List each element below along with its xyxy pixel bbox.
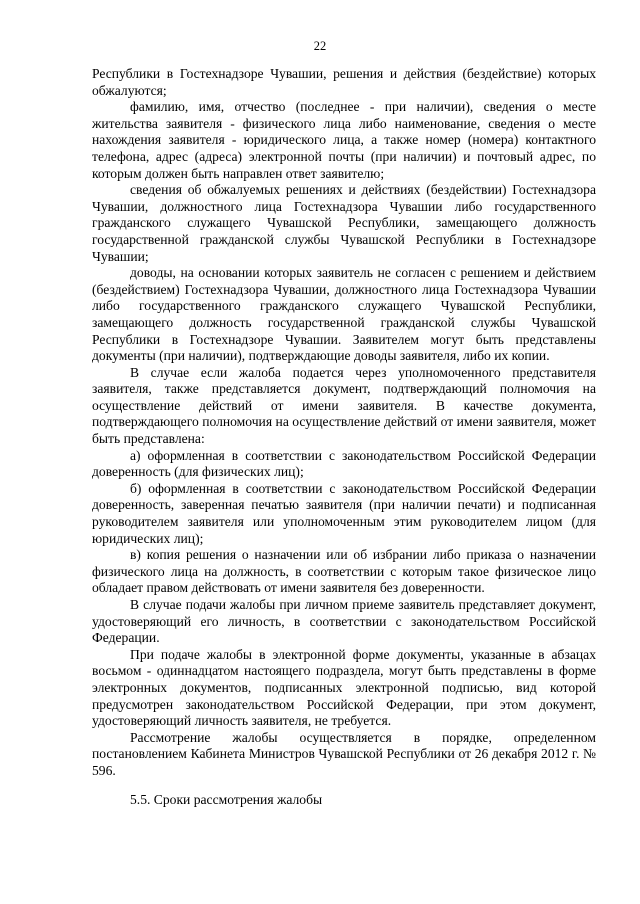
page-number: 22 — [313, 39, 327, 53]
paragraph-item-a: а) оформленная в соответствии с законодательством Российской Федерации доверенность (для физических лиц); — [92, 447, 596, 480]
paragraph-item-c: в) копия решения о назначении или об избрании либо приказа о назначении физического лица на должность, в соответствии с которым такое физическое лицо обладает правом действовать от имени заявителя без доверенности. — [92, 547, 596, 596]
paragraph-arguments: доводы, на основании которых заявитель не согласен с решением и действием (бездействием) Гостехнадзора Чувашии, должностного лица Гостехнадзора Чувашии либо государственного гражданского служащего Чувашской Республики, замещающего должность государственной гражданской службы Чувашской Республики в Гостехнадзоре Чувашии. Заявителем могут быть представлены документы (при наличии), подтверждающие доводы заявителя, либо их копии. — [92, 265, 596, 364]
paragraph-applicant-details: фамилию, имя, отчество (последнее - при наличии), сведения о месте жительства заявителя - физического лица либо наименование, сведения о месте нахождения заявителя - юридического лица, а также номер (номера) контактного телефона, адрес (адреса) электронной почты (при наличии) и почтовый адрес, по которым должен быть направлен ответ заявителю; — [92, 99, 596, 181]
section-heading: 5.5. Сроки рассмотрения жалобы — [130, 792, 323, 807]
paragraph-personal-reception: В случае подачи жалобы при личном приеме заявитель представляет документ, удостоверяющий его личность, в соответствии с законодательством Российской Федерации. — [92, 597, 596, 646]
paragraph-appealed-decisions: сведения об обжалуемых решениях и действиях (бездействии) Гостехнадзора Чувашии, должностного лица Гостехнадзора Чувашии либо государственного гражданского служащего Чувашской Республики, замещающего должность государственной гражданской службы Чувашской Республики в Гостехнадзоре Чувашии; — [92, 182, 596, 264]
paragraph-continuation: Республики в Гостехнадзоре Чувашии, решения и действия (бездействие) которых обжалуются; — [92, 66, 596, 98]
paragraph-consideration-order: Рассмотрение жалобы осуществляется в порядке, определенном постановлением Кабинета Министров Чувашской Республики от 26 декабря 2012 г. № 596. — [92, 729, 596, 778]
paragraph-electronic-form: При подаче жалобы в электронной форме документы, указанные в абзацах восьмом - одиннадцатом настоящего подраздела, могут быть представлены в форме электронных документов, подписанных электронной подписью, вид которой предусмотрен законодательством Российской Федерации, при этом документ, удостоверяющий личность заявителя, не требуется. — [92, 646, 596, 729]
paragraph-item-b: б) оформленная в соответствии с законодательством Российской Федерации доверенность, заверенная печатью заявителя (при наличии печати) и подписанная руководителем заявителя или уполномоченным этим руководителем лицом (для юридических лиц); — [92, 480, 596, 546]
paragraph-representative: В случае если жалоба подается через уполномоченного представителя заявителя, также представляется документ, подтверждающий полномочия на осуществление действий от имени заявителя. В качестве документа, подтверждающего полномочия на осуществление действий от имени заявителя, может быть представлена: — [92, 364, 596, 447]
document-body — [92, 66, 596, 780]
